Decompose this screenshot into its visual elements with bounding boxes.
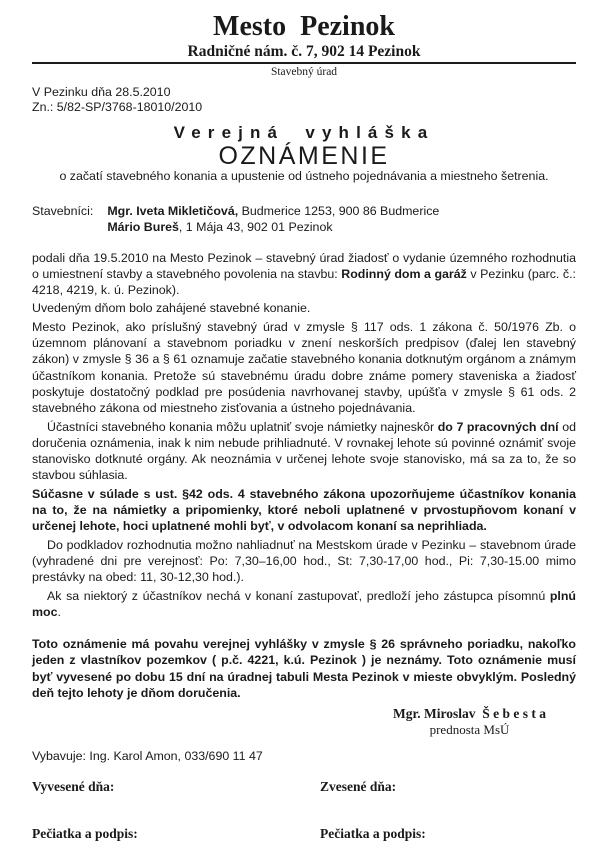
builder-entry xyxy=(107,219,439,235)
paragraph-text: Účastníci stavebného konania môžu uplatniť svoje námietky najneskôr xyxy=(47,419,438,434)
reference-number: Zn.: 5/82-SP/3768-18010/2010 xyxy=(32,99,203,114)
city-name: Mesto Pezinok xyxy=(213,11,395,42)
case-handler: Vybavuje: Ing. Karol Amon, 033/690 11 47 xyxy=(32,749,263,764)
builder-address: , 1 Mája 43, 902 01 Pezinok xyxy=(178,220,333,235)
paragraph-public-notice: Toto oznámenie má povahu verejnej vyhlášky v zmysle § 26 správneho poriadku, nakoľko jeden z vlastníkov pozemkov ( p.č. 4221, k.ú. Pezinok ) je neznámy. Toto oznámenie musí byť vyvesené po dobu 15 dní na úradnej tabuli Mesta Pezinok v mieste obvyklým. Posledný deň tejto lehoty je dňom doručenia. xyxy=(32,637,576,701)
doc-subtitle: o začatí stavebného konania a upustenie od ústneho pojednávania a miestneho šetrenia. xyxy=(59,169,549,183)
doc-main-title: OZNÁMENIE xyxy=(218,142,390,170)
paragraph-application xyxy=(32,250,576,299)
deadline-text: do 7 pracovných dní xyxy=(437,419,559,434)
city-address: Radničné nám. č. 7, 902 14 Pezinok xyxy=(187,43,421,60)
signatory-name: Mgr. Miroslav Š e b e s t a xyxy=(393,706,546,722)
stamp-signature-label-right: Pečiatka a podpis: xyxy=(320,826,426,842)
builders-list xyxy=(107,203,439,236)
paragraph-representation xyxy=(32,588,576,621)
paragraph-objections xyxy=(32,419,576,484)
removed-date-label: Zvesené dňa: xyxy=(320,779,397,795)
posting-record xyxy=(32,778,576,842)
builder-name: Mário Bureš xyxy=(107,220,179,235)
builders-section xyxy=(32,203,576,236)
letterhead xyxy=(32,12,576,79)
document-meta xyxy=(32,85,576,114)
header-divider xyxy=(32,62,576,64)
paragraph-legal-basis: Mesto Pezinok, ako príslušný stavebný úrad v zmysle § 117 ods. 1 zákona č. 50/1976 Zb. o územnom plánovaní a stavebnom poriadku v znení neskorších predpisov (ďalej len stavebný zákon) v zmysle § 36 a § 61 oznamuje začatie stavebného konania dotknutým orgánom a známym účastníkom konania. Pretože sú stavebnému úradu dobre známe pomery staveniska a žiadosť poskytuje dostatočný podklad pre posúdenia navrhovanej stavby, upúšťa v zmysle § 61 ods. 2 stavebného zákona od miestneho zisťovania a ústneho pojednávania. xyxy=(32,319,576,416)
paragraph-text: v Pezinku (parc. č.: 4218, 4219, k. ú. Pezinok). xyxy=(32,266,576,298)
paragraph-commencement: Uvedeným dňom bolo zahájené stavebné konanie. xyxy=(32,301,311,316)
posting-dates-row xyxy=(32,778,576,795)
building-name: Rodinný dom a garáž xyxy=(341,266,467,281)
builder-address: Budmerice 1253, 900 86 Budmerice xyxy=(238,204,440,218)
paragraph-text: podali dňa 19.5.2010 na Mesto Pezinok – stavebný úrad žiadosť o vydanie územného rozhodnutia o umiestnení stavby a stavebného povolenia na stavbu: xyxy=(32,250,576,281)
office-name: Stavebný úrad xyxy=(270,66,338,78)
builders-label: Stavebníci: xyxy=(32,204,94,218)
paragraph-text: od doručenia oznámenia, inak k nim nebude prihliadnuté. V rovnakej lehote sú povinné oznámiť svoje stanovisko dotknuté orgány. Ak neoznámia v určenej lehote svoje stanovisko, má sa za to, že so stavbou súhlasia. xyxy=(32,419,576,483)
paragraph-inspection-hours: Do podkladov rozhodnutia možno nahliadnuť na Mestskom úrade v Pezinku – stavebnom úrade (vyhradené dni pre verejnosť: Po: 7,30–16,00 hod., St: 7,30-17,00 hod., Pi: 7,30-15.00 mimo prestávky na obed: 11, 30-12,30 hod.). xyxy=(32,537,576,585)
paragraph-warning: Súčasne v súlade s ust. §42 ods. 4 stavebného zákona upozorňujeme účastníkov konania na to, že na námietky a pripomienky, ktoré neboli uplatnené v prvostupňovom konaní v určenej lehote, hoci uplatnené mohli byť, v odvolacom konaní sa neprihliada. xyxy=(32,486,576,534)
posted-date-label: Vyvesené dňa: xyxy=(32,779,115,795)
signatory-role: prednosta MsÚ xyxy=(429,722,510,738)
paragraph-text: Ak sa niektorý z účastníkov nechá v konaní zastupovať, predloží jeho zástupca písomnú xyxy=(47,588,550,603)
signature-block xyxy=(393,705,546,738)
builder-name: Mgr. Iveta Mikletičová, xyxy=(107,204,239,218)
title-block xyxy=(32,123,576,184)
place-date: V Pezinku dňa 28.5.2010 xyxy=(32,85,171,99)
power-of-attorney-text: plnú moc xyxy=(32,588,576,619)
stamp-signature-label-left: Pečiatka a podpis: xyxy=(32,826,138,842)
paragraph-text: . xyxy=(57,604,61,619)
doc-type-title: Verejná vyhláška xyxy=(173,123,435,142)
builder-entry xyxy=(107,203,439,219)
stamp-signature-row xyxy=(32,825,576,842)
